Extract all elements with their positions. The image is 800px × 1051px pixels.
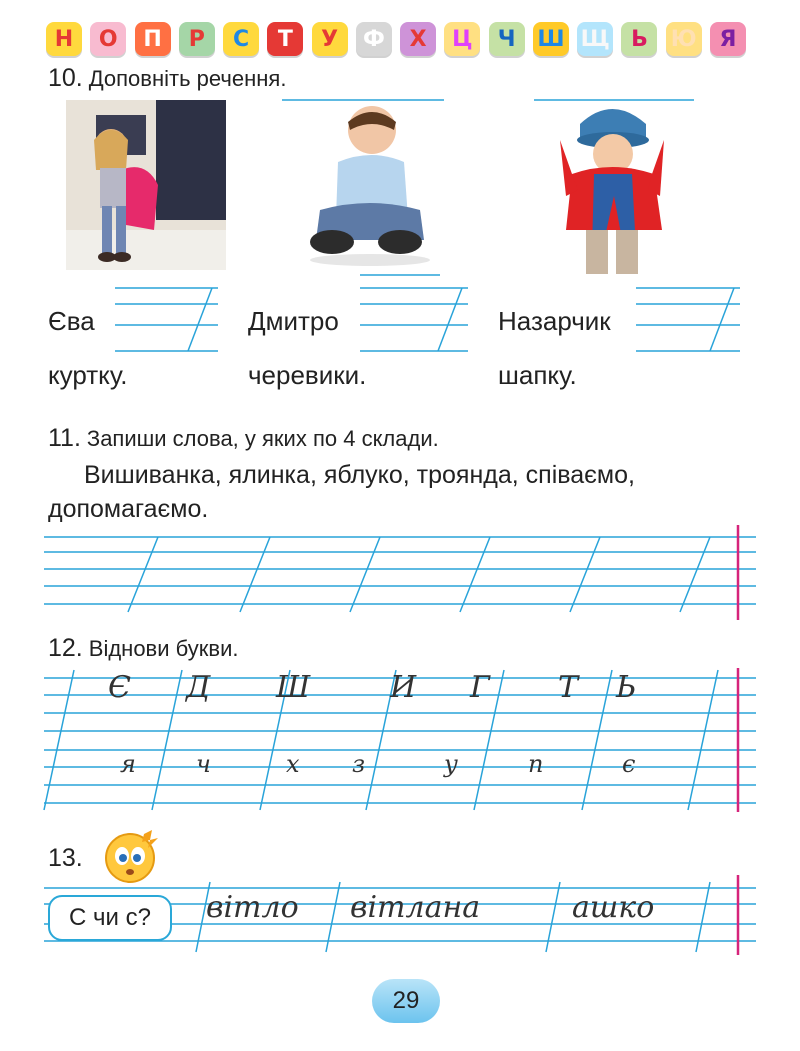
cursive-letter: ч	[196, 750, 211, 778]
thinking-emoji-icon	[100, 826, 170, 886]
alphabet-tile: Х	[400, 22, 436, 56]
alphabet-tile: Ь	[621, 22, 657, 56]
alphabet-tile: Я	[710, 22, 746, 56]
alphabet-tile: С	[223, 22, 259, 56]
task-10-heading	[48, 64, 286, 93]
word-list-paragraph: Вишиванка, ялинка, яблуко, троянда, співаємо, допомагаємо.	[48, 461, 635, 523]
cursive-letter: Д	[186, 670, 211, 705]
alphabet-tile: У	[312, 22, 348, 56]
handwritten-word: вітлана	[350, 890, 481, 925]
cursive-letter: И	[390, 670, 417, 705]
task-12-heading	[48, 634, 238, 663]
task-text: Віднови букви.	[88, 636, 239, 661]
cursive-letter: Т	[558, 670, 579, 705]
task-text: Доповніть речення.	[88, 66, 287, 91]
task-number: 11.	[48, 424, 81, 452]
word-nazarchyk: Назарчик	[498, 306, 611, 336]
cursive-letter: Є	[108, 670, 131, 705]
alphabet-tile: Ю	[666, 22, 702, 56]
alphabet-tile: О	[90, 22, 126, 56]
cursive-letter: п	[528, 750, 544, 778]
alphabet-tile: Щ	[577, 22, 613, 56]
photo-boy-in-hat	[552, 100, 672, 275]
word-cherevyky: черевики.	[248, 360, 367, 390]
cursive-letter: Г	[470, 670, 490, 705]
task-number: 13.	[48, 844, 83, 872]
handwritten-word: ашко	[572, 890, 655, 925]
cursive-letter: х	[286, 750, 300, 778]
word-kurtku: куртку.	[48, 360, 128, 390]
alphabet-tile: П	[135, 22, 171, 56]
alphabet-tile: Ц	[444, 22, 480, 56]
cursive-letter: Ь	[616, 670, 637, 705]
photo-girl-with-jacket	[66, 100, 226, 270]
alphabet-tile: Н	[46, 22, 82, 56]
cursive-letter: у	[444, 750, 458, 778]
task-11-heading	[48, 424, 439, 453]
handwritten-word: вітло	[206, 890, 299, 925]
task-text: Запиши слова, у яких по 4 склади.	[86, 426, 439, 451]
photo-boy-tying-shoes	[300, 100, 440, 270]
page-number: 29	[372, 979, 440, 1023]
task-13-heading	[48, 844, 89, 873]
task-number: 12.	[48, 634, 83, 662]
cursive-letter: Ш	[276, 670, 311, 705]
alphabet-tile: Ч	[489, 22, 525, 56]
word-eva: Єва	[48, 306, 95, 336]
alphabet-tile: Ф	[356, 22, 392, 56]
cursive-letter: з	[352, 750, 366, 778]
word-dmytro: Дмитро	[248, 306, 339, 336]
alphabet-tile: Р	[179, 22, 215, 56]
alphabet-strip	[46, 22, 746, 58]
alphabet-tile: Ш	[533, 22, 569, 56]
word-shapku: шапку.	[498, 360, 577, 390]
cursive-letter: я	[120, 750, 136, 778]
task-number: 10.	[48, 64, 83, 92]
alphabet-tile: Т	[267, 22, 303, 56]
choice-label: С чи с?	[48, 895, 172, 941]
cursive-letter: є	[622, 750, 636, 778]
